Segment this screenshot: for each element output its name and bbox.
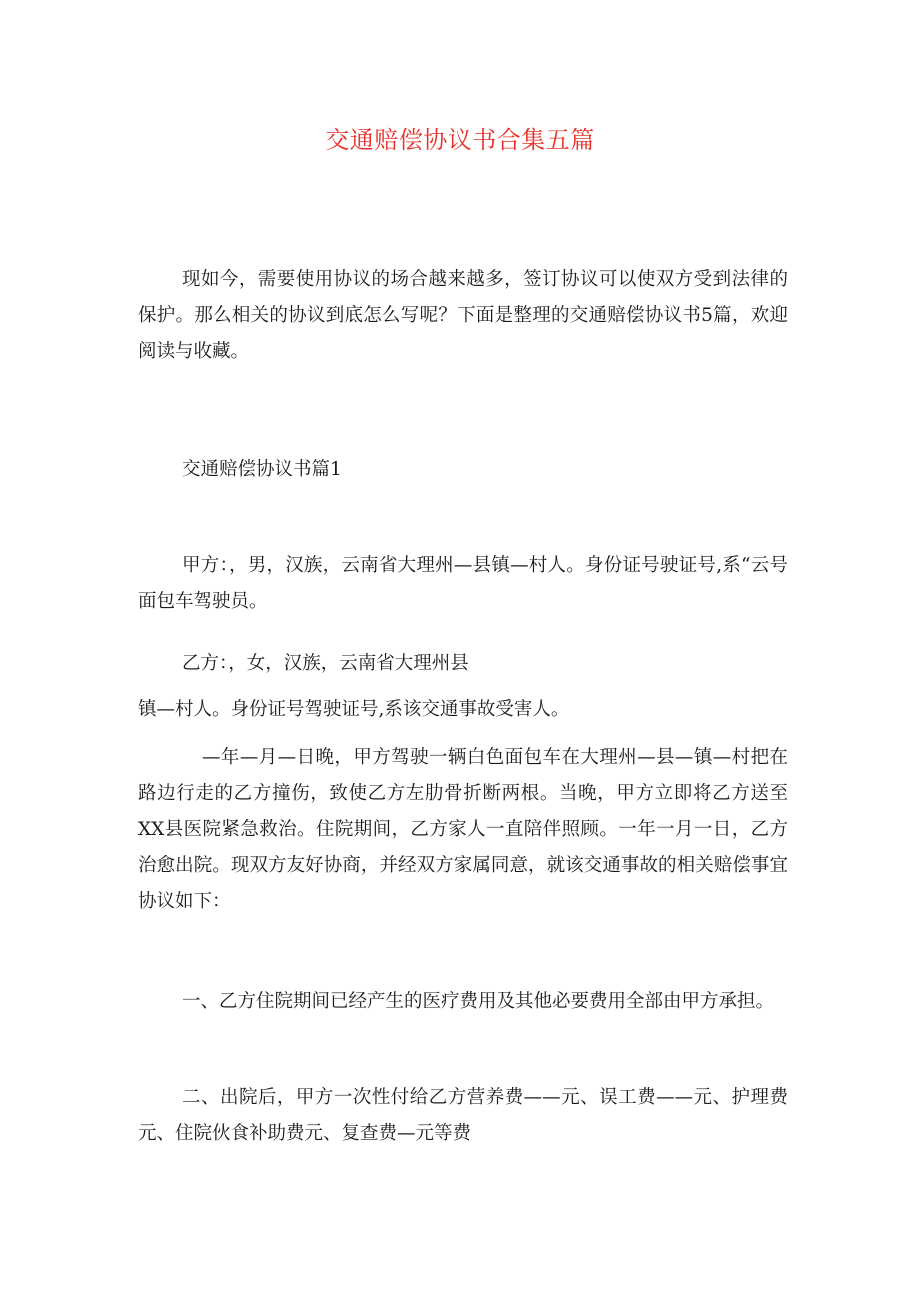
clause-2: 二、出院后，甲方一次性付给乙方营养费——元、误工费——元、护理费元、住院伙食补助费元、复查费—元等费: [138, 1087, 788, 1144]
party-a-paragraph: 甲方：，男，汉族，云南省大理州—县镇—村人。身份证号驶证号,系“云号面包车驾驶员。: [138, 555, 788, 612]
party-b-line-1: 乙方：，女，汉族，云南省大理州县: [182, 653, 469, 674]
section-heading: 交通赔偿协议书篇1: [182, 459, 342, 480]
clause-1: 一、乙方住院期间已经产生的医疗费用及其他必要费用全部由甲方承担。: [182, 991, 775, 1012]
intro-paragraph: 现如今，需要使用协议的场合越来越多，签订协议可以使双方受到法律的保护。那么相关的协议到底怎么写呢？下面是整理的交通赔偿协议书5篇，欢迎阅读与收藏。: [138, 269, 788, 362]
party-b-line-2: 镇—村人。身份证号驾驶证号,系该交通事故受害人。: [138, 699, 570, 720]
document-title: 交通赔偿协议书合集五篇: [325, 126, 595, 154]
accident-paragraph: —年—月—日晚，甲方驾驶一辆白色面包车在大理州—县—镇—村把在路边行走的乙方撞伤，致使乙方左肋骨折断两根。当晚，甲方立即将乙方送至XX县医院紧急救治。住院期间，乙方家人一直陪伴照顾。一年一月一日，乙方治愈出院。现双方友好协商，并经双方家属同意，就该交通事故的相关赔偿事宜协议如下：: [138, 747, 788, 912]
